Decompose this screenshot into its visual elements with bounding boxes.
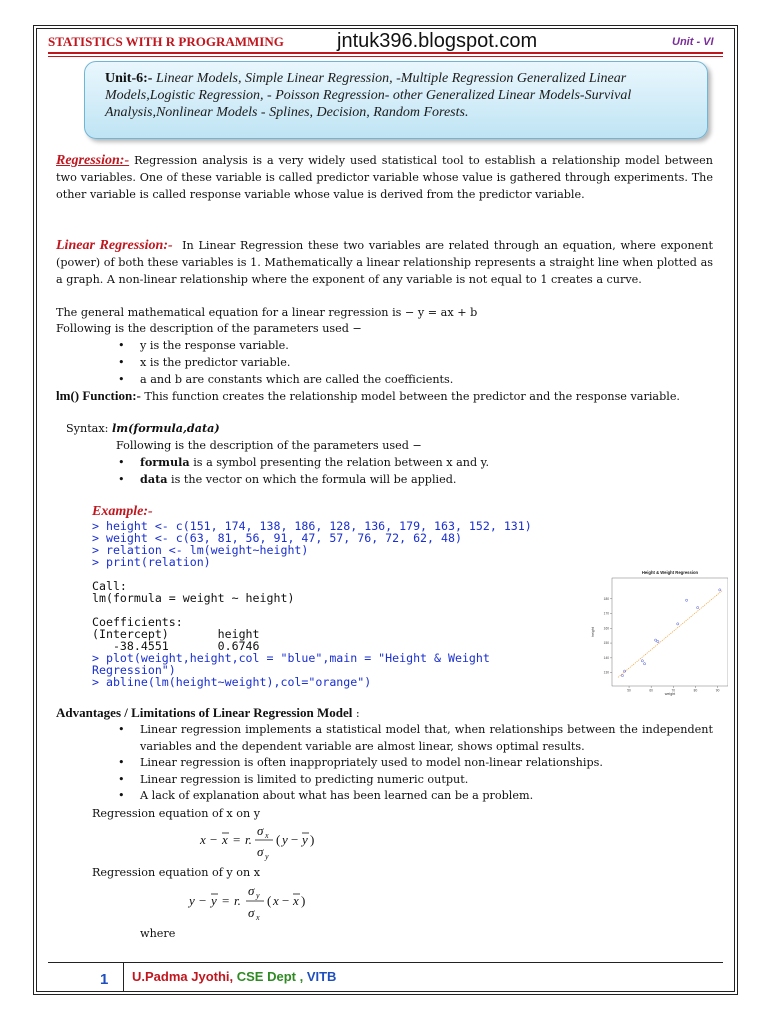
- plot-area: [612, 578, 728, 686]
- svg-text:x: x: [222, 832, 228, 847]
- svg-text:x: x: [293, 893, 299, 908]
- linear-regression-paragraph: [56, 237, 713, 288]
- svg-text:y: y: [189, 893, 195, 908]
- svg-text:y: y: [282, 832, 288, 847]
- advantages-heading: Advantages / Limitations of Linear Regression Model: [56, 705, 353, 720]
- regression-text: Regression analysis is a very widely used statistical tool to establish a relationship model between two variables. One of these variable is called predictor variable whose value is gathered through experiments. The other variable is called response variable whose value is derived from the predictor variable.: [56, 154, 713, 201]
- svg-text:σ: σ: [248, 905, 255, 920]
- regression-equation-y-on-x: [187, 881, 317, 923]
- code-line: > height <- c(151, 174, 138, 186, 128, 136, 179, 163, 152, 131): [92, 519, 532, 533]
- footer-divider: [48, 962, 723, 963]
- lm-param-term: formula: [140, 455, 190, 469]
- svg-text:σ: σ: [248, 883, 255, 898]
- param-item: • a and b are constants which are called the coefficients.: [140, 371, 453, 388]
- svg-text:σ: σ: [257, 823, 264, 838]
- code-line: Coefficients:: [92, 615, 183, 629]
- svg-text:): ): [301, 893, 306, 908]
- advantage-item: • Linear regression is limited to predicting numeric output.: [140, 771, 468, 788]
- equation-line: The general mathematical equation for a linear regression is − y = ax + b: [56, 306, 478, 319]
- header-divider-thin: [48, 56, 723, 57]
- header-unit-label: Unit - VI: [672, 36, 714, 48]
- lm-function-paragraph: [56, 387, 713, 405]
- unit-syllabus-box: [84, 61, 708, 139]
- unit-topics: Linear Models, Simple Linear Regression, -Multiple Regression Generalized Linear Models,Logistic Regression, - Poisson Regression- other Generalized Linear Models-Survival Analysis,Nonlinear Models - Splines, Decision, Random Forests.: [105, 71, 632, 120]
- height-weight-scatter-plot: [588, 568, 728, 696]
- lm-function-heading: lm() Function:-: [56, 388, 141, 403]
- code-line: > weight <- c(63, 81, 56, 91, 47, 57, 76, 72, 62, 48): [92, 531, 462, 545]
- syntax-label: Syntax:: [66, 422, 109, 435]
- code-line: > plot(weight,height,col = "blue",main = "Height & Weight: [92, 651, 490, 665]
- x-tick-label: 90: [715, 688, 720, 693]
- linear-regression-text: In Linear Regression these two variables are related through an equation, where exponent (power) of both these variables is 1. Mathematically a linear relationship represents a straight line when plotted as a graph. A non-linear relationship where the exponent of any variable is not equal to 1 creates a curve.: [56, 239, 713, 286]
- code-line: lm(formula = weight ~ height): [92, 591, 295, 605]
- footer-college: VITB: [303, 969, 337, 984]
- advantages-heading-wrap: [56, 704, 713, 722]
- y-tick-label: 180: [603, 596, 609, 601]
- eq2-label: Regression equation of y on x: [92, 866, 261, 879]
- where-label: where: [140, 927, 176, 940]
- advantage-item: • Linear regression implements a statistical model that, when relationships between the independent variables and the dependent variable are almost linear, shows optimal results.: [140, 721, 713, 755]
- code-line: Call:: [92, 579, 127, 593]
- svg-text:−: −: [291, 832, 299, 847]
- code-line: > print(relation): [92, 555, 211, 569]
- linear-regression-heading: Linear Regression:-: [56, 238, 173, 253]
- lm-function-text: This function creates the relationship model between the predictor and the response variable.: [144, 390, 680, 403]
- y-tick-label: 140: [603, 655, 609, 660]
- regression-paragraph: [56, 152, 713, 203]
- svg-text:r.: r.: [245, 832, 252, 847]
- footer-author: U.Padma Jyothi,: [132, 969, 234, 984]
- svg-text:x: x: [273, 893, 279, 908]
- svg-text:): ): [310, 832, 315, 847]
- footer-author-line: [132, 969, 336, 984]
- plot-xlabel: weight: [664, 692, 676, 696]
- lm-param-desc: is a symbol presenting the relation between x and y.: [189, 456, 490, 469]
- param-item: • y is the response variable.: [140, 337, 289, 354]
- y-tick-label: 170: [603, 611, 609, 616]
- lm-param-item: [140, 454, 489, 471]
- svg-text:y: y: [265, 852, 269, 861]
- x-tick-label: 50: [627, 688, 631, 693]
- svg-text:−: −: [210, 832, 218, 847]
- svg-text:=: =: [233, 832, 241, 847]
- code-line: > relation <- lm(weight~height): [92, 543, 309, 557]
- svg-text:−: −: [199, 893, 207, 908]
- lm-param-desc: is the vector on which the formula will be applied.: [167, 473, 457, 486]
- example-heading-wrap: [92, 503, 749, 520]
- svg-text:x: x: [256, 913, 260, 922]
- advantages-colon: :: [352, 707, 360, 720]
- footer-separator: [123, 962, 124, 992]
- y-tick-label: 130: [603, 670, 609, 675]
- example-heading: Example:-: [92, 504, 153, 519]
- svg-text:r.: r.: [234, 893, 241, 908]
- footer-dept: CSE Dept ,: [233, 969, 304, 984]
- svg-text:σ: σ: [257, 844, 264, 859]
- syntax-signature: lm(formula,data): [112, 421, 220, 435]
- lm-param-item: [140, 471, 456, 488]
- advantage-item: • A lack of explanation about what has been learned can be a problem.: [140, 787, 533, 804]
- code-line: (Intercept) height: [92, 627, 260, 641]
- svg-text:y: y: [211, 893, 217, 908]
- svg-text:−: −: [282, 893, 290, 908]
- header-blog-url: jntuk396.blogspot.com: [337, 30, 538, 52]
- advantage-item: • Linear regression is often inappropriately used to model non-linear relationships.: [140, 754, 603, 771]
- code-line: Regression"): [92, 663, 176, 677]
- regression-equation-x-on-y: [198, 822, 323, 862]
- eq1-label: Regression equation of x on y: [92, 807, 261, 820]
- svg-text:x: x: [265, 831, 269, 840]
- regression-heading: Regression:-: [56, 153, 130, 168]
- svg-text:(: (: [267, 893, 272, 908]
- x-tick-label: 80: [693, 688, 698, 693]
- y-tick-label: 150: [603, 641, 609, 646]
- svg-text:(: (: [276, 832, 281, 847]
- plot-ylabel: height: [591, 627, 595, 637]
- code-line: -38.4551 0.6746: [92, 639, 260, 653]
- unit-label: Unit-6:-: [105, 71, 153, 86]
- page-number: 1: [100, 971, 109, 988]
- syntax-line: [66, 420, 723, 437]
- lm-params-intro: Following is the description of the parameters used −: [116, 439, 422, 452]
- header-divider: [48, 52, 723, 54]
- param-item: • x is the predictor variable.: [140, 354, 290, 371]
- params-intro: Following is the description of the parameters used −: [56, 322, 362, 335]
- code-line: > abline(lm(height~weight),col="orange"): [92, 675, 372, 689]
- header-course-title: STATISTICS WITH R PROGRAMMING: [48, 34, 284, 49]
- svg-text:y: y: [302, 832, 308, 847]
- plot-title: Height & Weight Regression: [641, 570, 699, 575]
- lm-param-term: data: [140, 472, 168, 486]
- x-tick-label: 70: [671, 688, 676, 693]
- y-tick-label: 160: [603, 626, 609, 631]
- svg-text:x: x: [200, 832, 206, 847]
- svg-text:y: y: [256, 891, 260, 900]
- x-tick-label: 60: [649, 688, 653, 693]
- svg-text:=: =: [222, 893, 230, 908]
